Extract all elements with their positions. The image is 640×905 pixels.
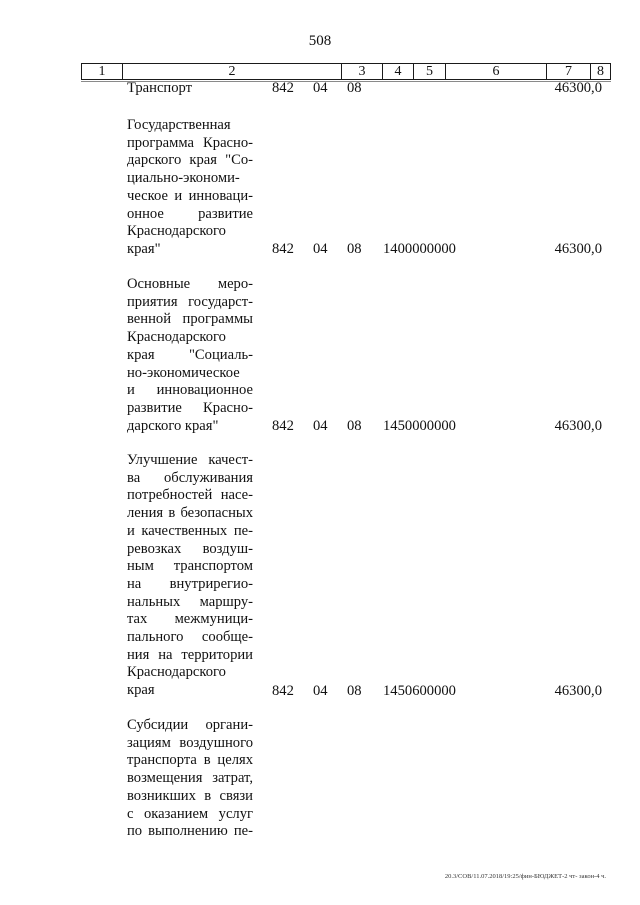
- header-cell-6: 6: [446, 64, 547, 79]
- row-code-6: 1450000000: [383, 418, 456, 434]
- header-cell-8: 8: [597, 64, 604, 79]
- row-code-3: 842: [272, 418, 294, 434]
- row-name: Государственная программа Красно- дарского края "Со- циально-экономи- ческое и инноваци- онное развитие Краснодарского края": [127, 117, 253, 257]
- row-amount: 46300,0: [554, 418, 602, 434]
- row-code-4: 04: [313, 418, 328, 434]
- row-code-6: 1450600000: [383, 683, 456, 699]
- page-number: 508: [308, 33, 332, 49]
- header-cell-3: 3: [342, 64, 383, 79]
- footer-meta: 20.3/СОВ/11.07.2018/19:25/фин-БЮДЖЕТ-2 чт- закон-4 ч.: [444, 873, 606, 880]
- row-amount: 46300,0: [554, 241, 602, 257]
- row-code-5: 08: [347, 683, 362, 699]
- row-code-4: 04: [313, 80, 328, 96]
- row-amount: 46300,0: [554, 683, 602, 699]
- row-code-4: 04: [313, 241, 328, 257]
- row-name: Улучшение качест- ва обслуживания потребностей насе- ления в безопасных и качественных пе- ревозках воздуш- ным транспортом на внутрирегио- нальных маршру- тах межмуници- пального сообще- ния на территории Краснодарского края: [127, 452, 253, 699]
- row-code-5: 08: [347, 241, 362, 257]
- row-code-3: 842: [272, 241, 294, 257]
- header-cell-2: 2: [123, 64, 342, 79]
- row-code-4: 04: [313, 683, 328, 699]
- row-code-6: 1400000000: [383, 241, 456, 257]
- row-code-5: 08: [347, 80, 362, 96]
- header-cell-7: 7: [547, 64, 591, 79]
- row-code-5: 08: [347, 418, 362, 434]
- header-cell-4: 4: [383, 64, 414, 79]
- header-cell-5: 5: [414, 64, 446, 79]
- table-header-row: [81, 63, 611, 80]
- row-amount: 46300,0: [554, 80, 602, 96]
- row-code-3: 842: [272, 683, 294, 699]
- row-name: Основные меро- приятия государст- венной программы Краснодарского края "Социаль- но-экономическое и инновационное развитие Красно- дарского края": [127, 276, 253, 434]
- row-name: Субсидии органи- зациям воздушного транспорта в целях возмещения затрат, возникших в связи с оказанием услуг по выполнению пе-: [127, 717, 253, 840]
- row-name: Транспорт: [127, 80, 193, 96]
- row-code-3: 842: [272, 80, 294, 96]
- header-cell-1: 1: [82, 64, 123, 79]
